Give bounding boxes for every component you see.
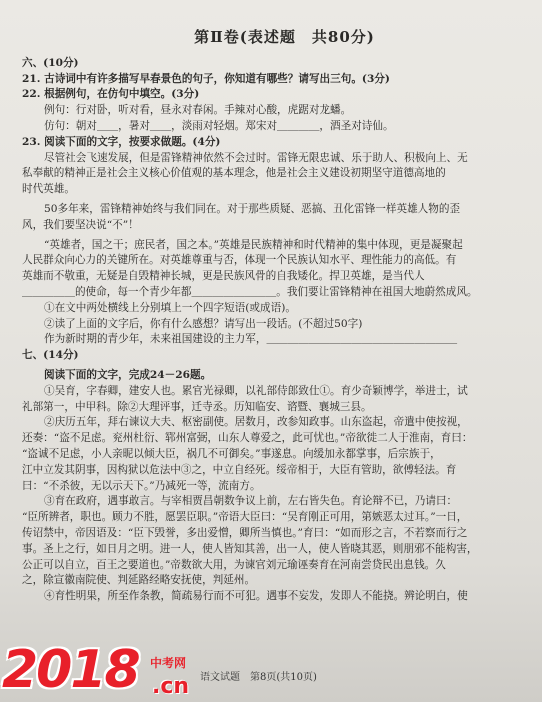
example-sentence: 例句：行对卧，听对看，昼永对春闲。手辣对心酸，虎踞对龙蟠。	[44, 104, 352, 117]
question-23: 23. 阅读下面的文字，按要求做题。(4分)	[22, 135, 221, 148]
passage-line: 人民群众向心力的关键所在。对英雄尊重与否，体现一个民族认知水平、理性能力的高低。有	[22, 254, 457, 267]
classical-line: 曰：“不杀彼，无以示天下。”乃减死一等，流南方。	[22, 479, 261, 492]
passage-line: 英雄而不敬重，无疑是自毁精神长城，更是民族风骨的自我矮化。捍卫英雄，是当代人	[22, 270, 425, 283]
question-22: 22. 根据例句，在仿句中填空。(3分)	[22, 88, 200, 101]
answer-prompt: 作为新时期的青少年，未来祖国建设的主力军，＿＿＿＿＿＿＿＿＿＿＿＿＿＿＿＿＿＿	[44, 333, 458, 346]
passage-line: 尽管社会飞速发展，但是雷锋精神依然不会过时。雷锋无限忠诚、乐于助人、积极向上、无	[44, 151, 468, 164]
reading-instruction: 阅读下面的文字，完成24－26题。	[44, 368, 212, 381]
page-content	[22, 30, 527, 605]
classical-line: 事。圣上之行，如日月之明。进一人，使人皆知其善，出一人，使人皆晓其恶，则朋邪不能构害，	[22, 542, 478, 555]
classical-line: 之，除宣徽南院使、判延路经略安抚使，判延州。	[22, 574, 256, 587]
classical-line: 还奏：“盗不足虑。兖州杜衍、郓州富弼，山东人尊爱之，此可忧也。”帝欲徙二人于淮南，育曰：	[22, 432, 473, 445]
classical-line: “臣所辨者，职也。顾力不胜，愿罢臣职。”帝语大臣曰：“吴育刚正可用，第嫉恶太过耳。”一日，	[22, 511, 468, 524]
section-seven-heading: 七、(14分)	[22, 349, 79, 362]
passage-line: 风，我们要坚决说“不”！	[22, 218, 139, 231]
classical-line: 传诏禁中，帝因语及：“臣下毁誉，多出爱憎，卿所当慎也。”育曰：“如而形之言，不若察而行之	[22, 526, 468, 539]
classical-line: 江中立发其阴事，因构狱以危法中③之，中立自经死。绥帝相于，大臣有管助，欲傅轻法。育	[22, 463, 457, 476]
watermark-domain: .cn	[152, 674, 190, 699]
passage-line: 时代英雄。	[22, 183, 75, 196]
classical-line: ②庆历五年，拜右谏议大夫、枢密副使。居数月，改参知政事。山东盗起，帝遣中使按视，	[44, 416, 468, 429]
classical-line: ④育性明果，所至作条教，简疏易行而不可犯。遇事不妄发，发即人不能挠。辨论明白，使	[44, 590, 468, 603]
section-six-heading: 六、(10分)	[22, 56, 79, 69]
page-title: 第Ⅱ卷(表述题 共80分)	[194, 28, 375, 46]
passage-line: “英雄者，国之干；庶民者，国之本。”英雄是民族精神和时代精神的集中体现，更是凝聚起	[44, 238, 463, 251]
classical-line: ①吴育，字春卿，建安人也。累官光禄卿，以礼部侍郎致仕①。育少奇颖博学，举进士，试	[44, 384, 468, 397]
imitation-sentence: 仿句：朝对＿＿，暑对＿＿，淡雨对轻烟。郑宋对＿＿＿＿，酒圣对诗仙。	[44, 119, 394, 132]
subquestion-1: ①在文中两处横线上分别填上一个四字短语(或成语)。	[44, 301, 296, 314]
watermark-site-name: 中考网	[150, 656, 187, 670]
passage-line: ＿＿＿＿＿的使命，每一个青少年都＿＿＿＿＿＿＿＿。我们要让雷锋精神在祖国大地蔚然成风。	[22, 285, 478, 298]
classical-line: 公正可以自立，百王之要道也。”帝数欲大用，为谏官刘元瑜诬奏育在河南尝贷民出息钱。久	[22, 558, 446, 571]
page-footer: 语文试题 第8页(共10页)	[200, 672, 317, 683]
classical-line: ③育在政府，遇事敢言。与宰相贾昌朝数争议上前，左右皆失色。育论辩不已，乃请曰：	[44, 495, 458, 508]
site-watermark-logo	[0, 640, 270, 702]
passage-line: 私奉献的精神正是社会主义核心价值观的基本理念，他是社会主义建设初期坚守道德高地的	[22, 167, 446, 180]
subquestion-2: ②读了上面的文字后，你有什么感想？请写出一段话。(不超过50字)	[44, 317, 363, 330]
classical-line: “盗诚不足虑，小人亲昵以倾大臣，祸几不可御矣。”事遂息。向缓加永都掌事，后宗族于，	[22, 447, 441, 460]
passage-line: 50多年来，雷锋精神始终与我们同在。对于那些质疑、恶搞、丑化雷锋一样英雄人物的歪	[44, 202, 461, 215]
question-21: 21. 古诗词中有许多描写早春景色的句子，你知道有哪些？请写出三句。(3分)	[22, 72, 390, 85]
classical-line: 礼部第一，中甲科。除②大理评事，迁寺丞。历知临安、谘暨、襄城三县。	[22, 400, 372, 413]
watermark-number: 2018	[2, 640, 139, 700]
